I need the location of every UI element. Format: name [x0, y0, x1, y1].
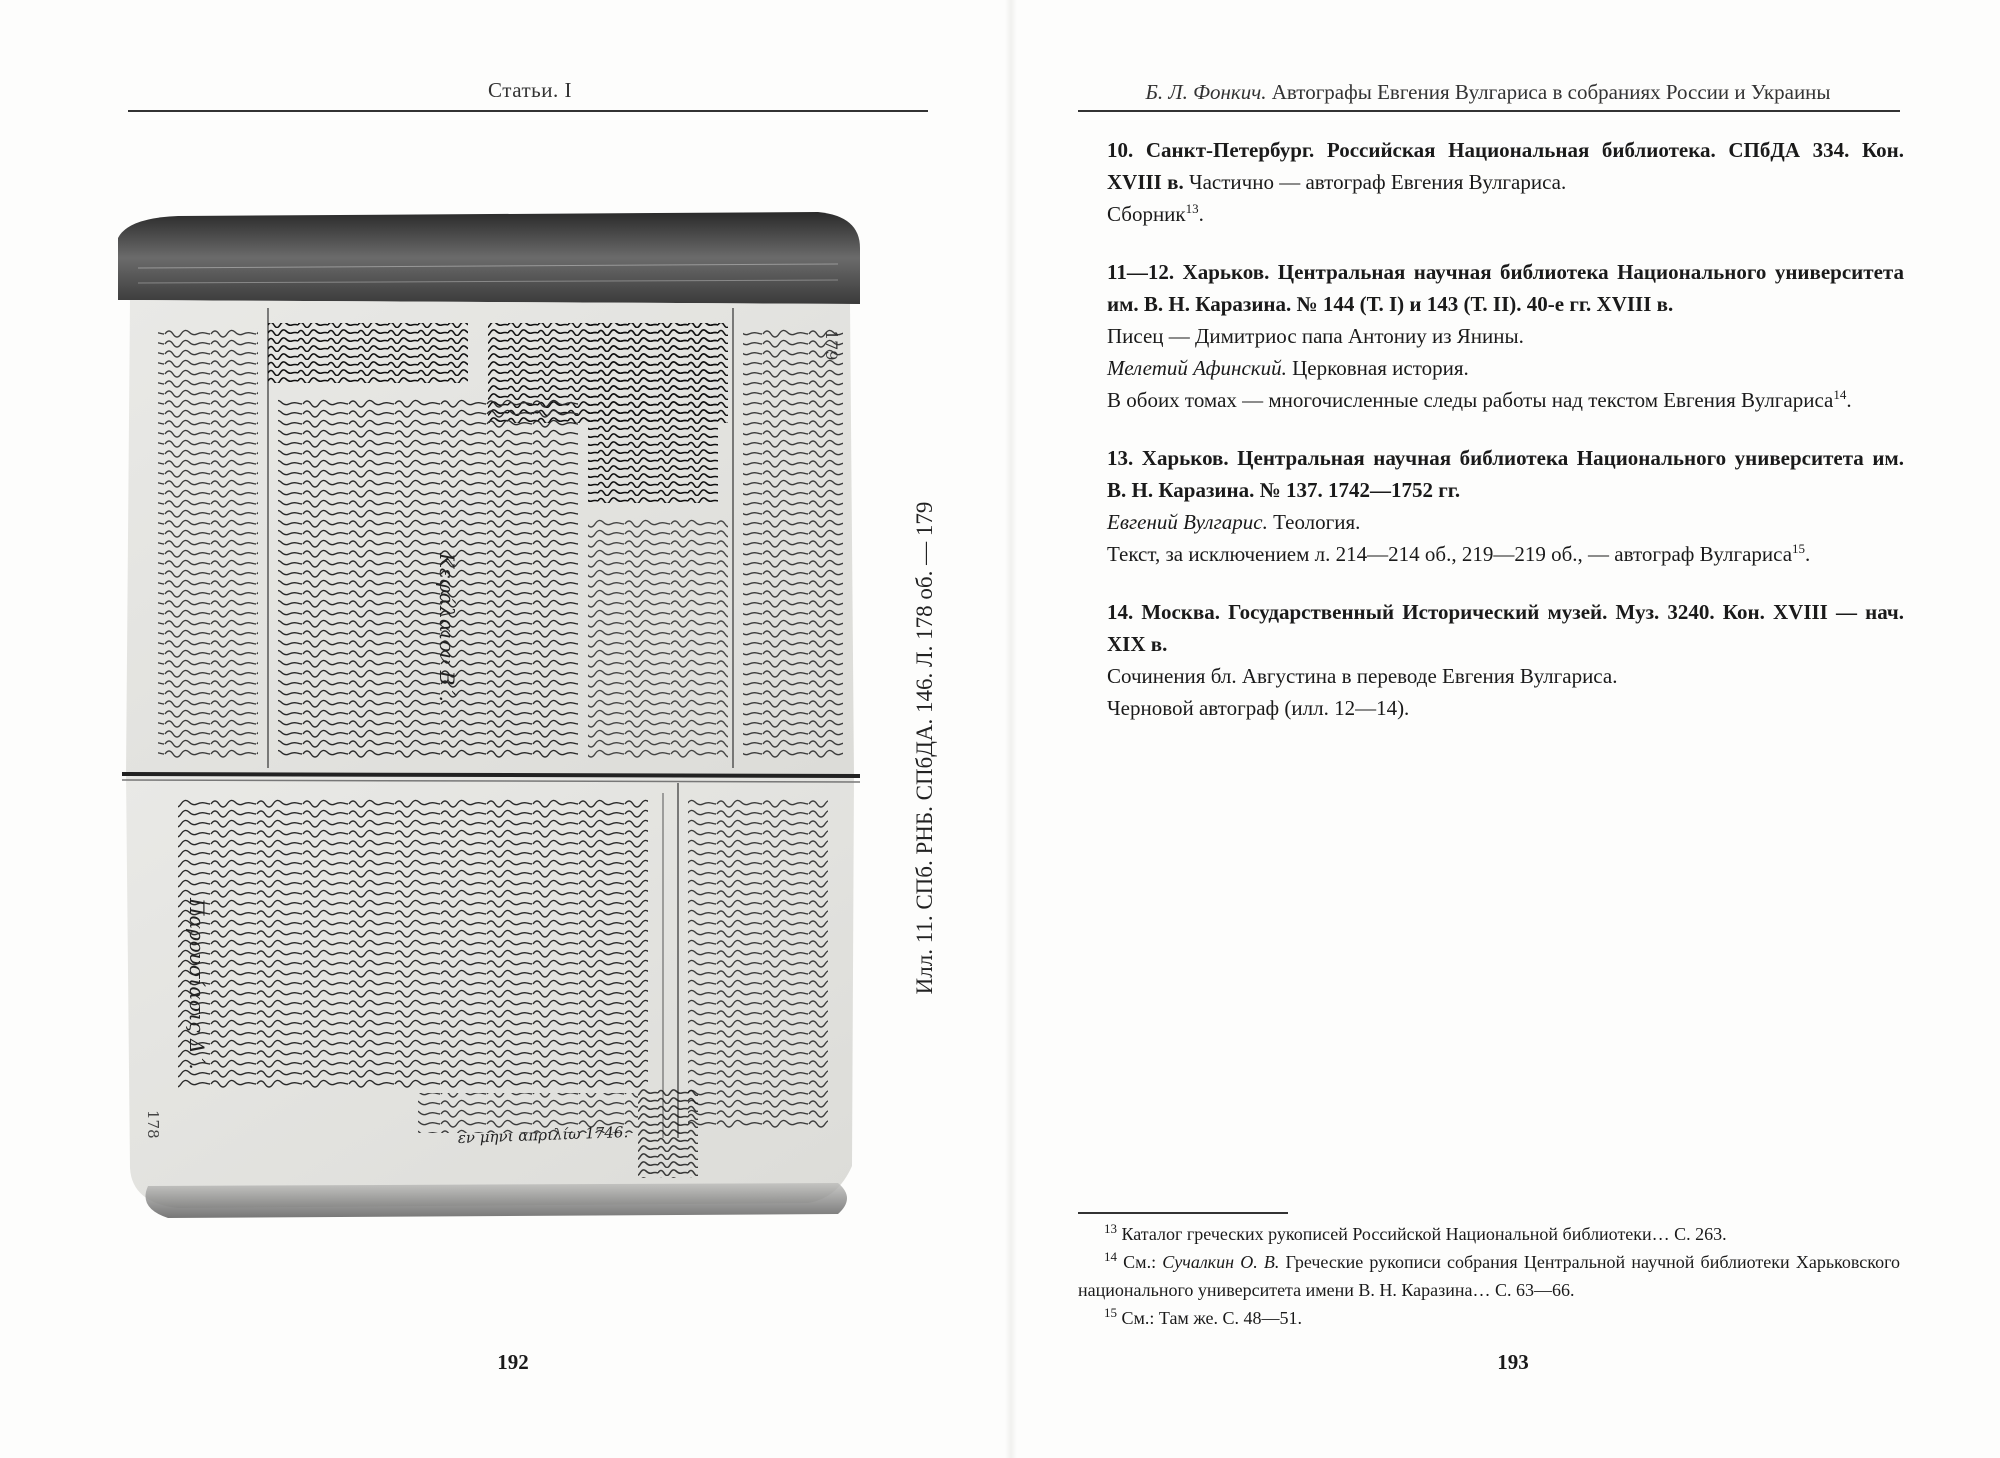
- entry-line: Черновой автограф (илл. 12—14).: [1107, 696, 1410, 720]
- entry-line-text: В обоих томах — многочисленные следы работы над текстом Евгения Вулгариса: [1107, 388, 1834, 412]
- footnote-text: Греческие рукописи собрания Центральной научной библиотеки Харьковского национального университета имени В. Н. Каразина… С. 63—66.: [1078, 1252, 1901, 1300]
- entry-line-text: Сборник: [1107, 202, 1186, 226]
- header-title: Автографы Евгения Вулгариса в собраниях России и Украины: [1271, 80, 1831, 104]
- footnote-ref: 15: [1792, 541, 1806, 556]
- entry-line: Писец — Димитриос папа Антониу из Янины.: [1107, 324, 1524, 348]
- footnote-number: 14: [1104, 1249, 1117, 1264]
- right-running-header: [1078, 80, 1898, 105]
- catalog-entries: [1107, 134, 1904, 750]
- footnote-ref: 14: [1833, 387, 1847, 402]
- left-running-header: Статьи. I: [488, 78, 572, 102]
- entry-heading: 11—12. Харьков. Центральная научная библиотека Национального университета им. В. Н. Каразина. № 144 (Т. I) и 143 (Т. II). 40-е гг. XVIII в.: [1107, 260, 1904, 316]
- entry-line: [1107, 506, 1904, 538]
- entry-heading-tail: Частично — автограф Евгения Вулгариса.: [1188, 170, 1567, 194]
- entry-13: [1107, 442, 1904, 570]
- entry-line-text: Теология.: [1267, 510, 1361, 534]
- entry-line-italic: Мелетий Афинский.: [1107, 356, 1287, 380]
- footnote-rule: [1078, 1212, 1288, 1214]
- header-author: Б. Л. Фонкич.: [1145, 80, 1267, 104]
- entry-heading: [1107, 134, 1904, 198]
- manuscript-page-178: 178: [144, 1110, 162, 1139]
- entry-line: Сочинения бл. Августина в переводе Евгения Вулгариса.: [1107, 664, 1618, 688]
- entry-line: В обоих томах — многочисленные следы работы над текстом Евгения Вулгариса$^{14}$.: [1107, 387, 1852, 412]
- figure-caption: [905, 488, 945, 1008]
- footnote-14: [1078, 1248, 1900, 1304]
- gutter-shadow: [1005, 0, 1017, 1458]
- entry-line: [1107, 352, 1904, 384]
- entry-heading: 14. Москва. Государственный Исторический музей. Муз. 3240. Кон. XVIII — нач. XIX в.: [1107, 600, 1904, 656]
- right-header-rule: [1078, 110, 1900, 112]
- footnote-text: Каталог греческих рукописей Российской Национальной библиотеки… С. 263.: [1121, 1224, 1727, 1244]
- manuscript-heading-bottom: Παρουσίασις Δ΄.: [185, 898, 209, 1070]
- entry-heading: 13. Харьков. Центральная научная библиотека Национального университета им. В. Н. Каразина. № 137. 1742—1752 гг.: [1107, 446, 1904, 502]
- entry-10: [1107, 134, 1904, 230]
- figure-caption-text: Илл. 11. СПб. РНБ. СПбДА. 146. Л. 178 об. — 179: [912, 501, 937, 995]
- entry-line: Текст, за исключением л. 214—214 об., 219—219 об., — автограф Вулгариса$^{15}$.: [1107, 541, 1811, 566]
- footnote-15: [1078, 1304, 1900, 1332]
- footnote-number: 13: [1104, 1221, 1117, 1236]
- entry-line-text: Текст, за исключением л. 214—214 об., 219—219 об., — автограф Вулгариса: [1107, 542, 1793, 566]
- entry-14: [1107, 596, 1904, 724]
- manuscript-date-note: εν μηνι απριλίω 1746.: [457, 1123, 629, 1147]
- entry-heading-text: 10. Санкт-Петербург. Российская Национальная библиотека. СПбДА 334. Кон. XVIII в.: [1107, 138, 1904, 194]
- footnote-13: [1078, 1220, 1900, 1248]
- footnote-ref: 13: [1185, 201, 1199, 216]
- entry-line-text: Церковная история.: [1286, 356, 1469, 380]
- entry-11-12: [1107, 256, 1904, 416]
- page-number-left: 192: [497, 1350, 529, 1374]
- footnote-number: 15: [1104, 1305, 1117, 1320]
- entry-line-italic: Евгений Вулгарис.: [1107, 510, 1268, 534]
- footnotes: [1078, 1220, 1900, 1332]
- manuscript-heading-top: Κεφάλαιον Β΄.: [435, 553, 459, 702]
- entry-line: Сборник$^{13}$.: [1107, 201, 1204, 226]
- footnote-prefix: См.:: [1123, 1252, 1163, 1272]
- manuscript-page-179: 179: [822, 330, 841, 361]
- manuscript-photo: [118, 208, 860, 1220]
- footnote-text: См.: Там же. С. 48—51.: [1121, 1308, 1303, 1328]
- footnote-author: Сучалкин О. В.: [1162, 1252, 1280, 1272]
- left-header-rule: [128, 110, 928, 112]
- page-number-right: 193: [1497, 1350, 1529, 1374]
